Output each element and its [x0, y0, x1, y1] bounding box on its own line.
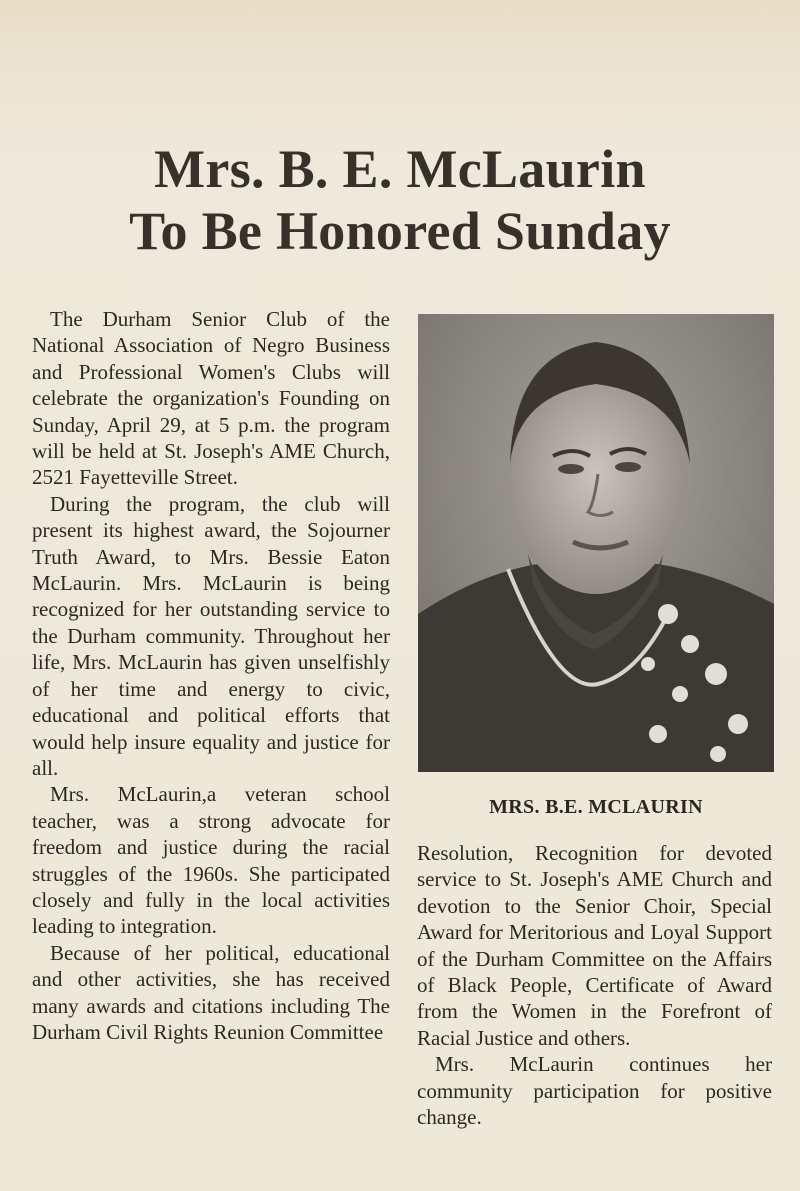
left-column — [32, 306, 390, 1045]
paragraph-awards-list: Because of her political, educational and other activities, she has received many awards and citations including The Durham Civil Rights Reunion Committee — [32, 940, 390, 1044]
paragraph-founding: The Durham Senior Club of the National Association of Negro Business and Professional Women's Clubs will celebrate the organization's Founding on Sunday, April 29, at 5 p.m. the program will be held at St. Joseph's AME Church, 2521 Fayetteville Street. — [32, 307, 390, 490]
portrait-photo — [418, 314, 774, 772]
headline-line-1: Mrs. B. E. McLaurin — [154, 139, 646, 199]
headline — [0, 138, 800, 262]
photo-caption: MRS. B.E. MCLAURIN — [489, 796, 703, 818]
paragraph-awards-continued: Resolution, Recognition for devoted service to St. Joseph's AME Church and devotion to the Senior Choir, Special Award for Meritorious and Loyal Support of the Durham Committee on the Affairs of Black People, Certificate of Award from the Women in the Forefront of Racial Justice and others. — [417, 841, 772, 1050]
paragraph-closing: Mrs. McLaurin continues her community participation for positive change. — [417, 1052, 772, 1130]
headline-line-2: To Be Honored Sunday — [129, 201, 671, 261]
right-column — [417, 840, 772, 1130]
paragraph-award: During the program, the club will present its highest award, the Sojourner Truth Award, to Mrs. Bessie Eaton McLaurin. Mrs. McLaurin is being recognized for her outstanding service to the Durham community. Throughout her life, Mrs. McLaurin has given unselfishly of her time and energy to civic, educational and political efforts that would help insure equality and justice for all. — [32, 491, 390, 780]
portrait-image — [418, 314, 774, 772]
paragraph-teacher: Mrs. McLaurin,a veteran school teacher, was a strong advocate for freedom and justice during the racial struggles of the 1960s. She participated closely and fully in the local activities leading to integration. — [32, 782, 390, 939]
